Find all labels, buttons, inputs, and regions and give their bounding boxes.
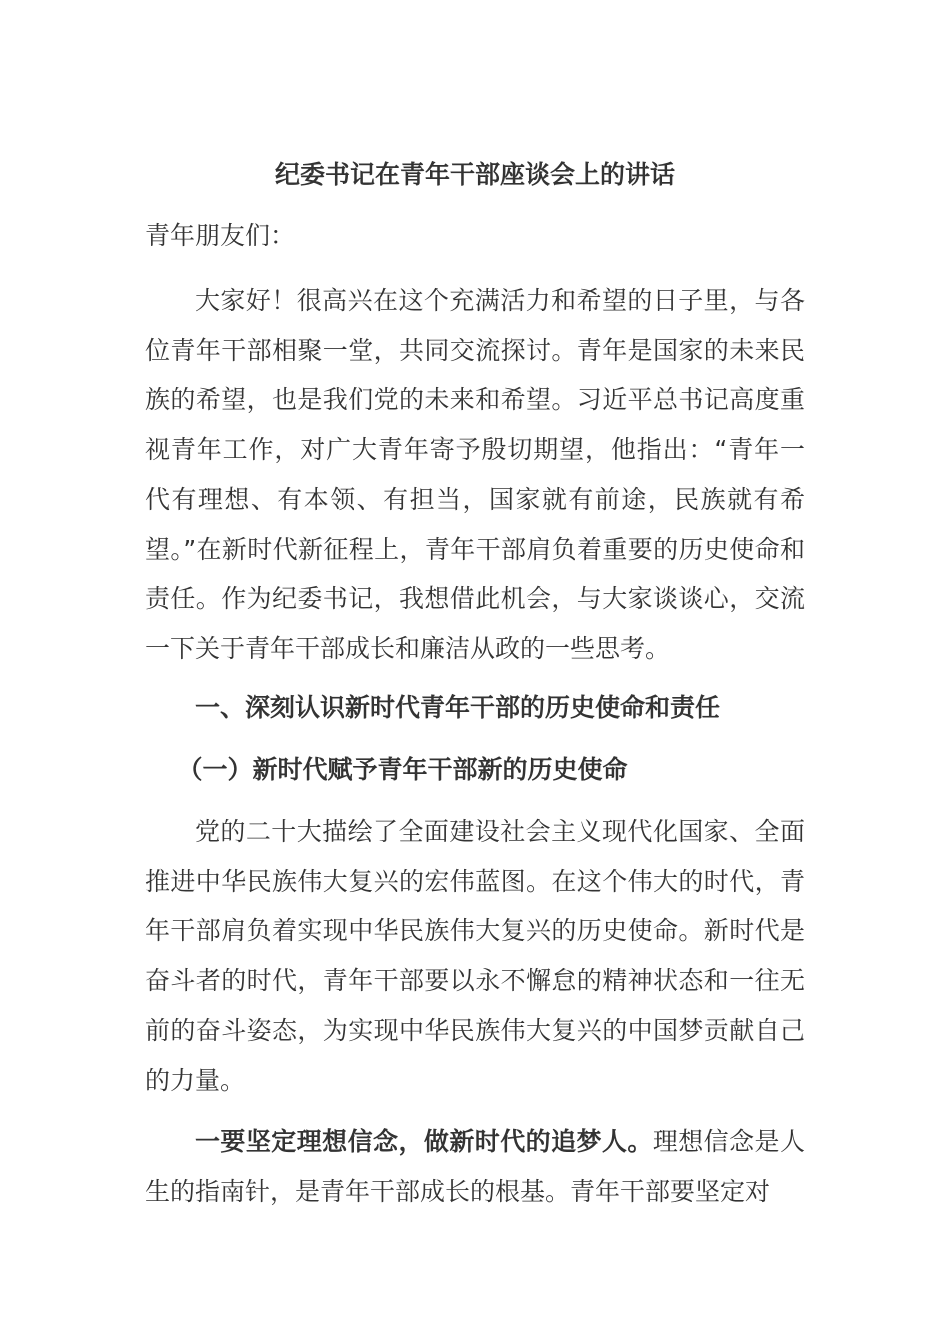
salutation: 青年朋友们：: [145, 221, 296, 250]
paragraph-mission: 党的二十大描绘了全面建设社会主义现代化国家、全面推进中华民族伟大复兴的宏伟蓝图。在这个伟大的时代，青年干部肩负着实现中华民族伟大复兴的历史使命。新时代是奋斗者的时代，青年干部要以永不懈怠的精神状态和一往无前的奋斗姿态，为实现中华民族伟大复兴的中国梦贡献自己的力量。: [145, 817, 805, 1095]
paragraph-ideals: [145, 1117, 805, 1216]
section-heading-1: 一、深刻认识新时代青年干部的历史使命和责任: [195, 693, 721, 722]
document-title: 纪委书记在青年干部座谈会上的讲话: [274, 160, 675, 189]
subsection-heading-1-1: （一）新时代赋予青年干部新的历史使命: [177, 755, 628, 784]
paragraph-lead-sentence: 一要坚定理想信念，做新时代的追梦人。: [195, 1127, 653, 1156]
paragraph-body-text: 理想信念是人生的指南针，是青年干部成长的根基。青年干部要坚定对: [145, 1127, 805, 1206]
paragraph-opening: 大家好！很高兴在这个充满活力和希望的日子里，与各位青年干部相聚一堂，共同交流探讨。青年是国家的未来民族的希望，也是我们党的未来和希望。习近平总书记高度重视青年工作，对广大青年寄予殷切期望，他指出：“青年一代有理想、有本领、有担当，国家就有前途，民族就有希望。”在新时代新征程上，青年干部肩负着重要的历史使命和责任。作为纪委书记，我想借此机会，与大家谈谈心，交流一下关于青年干部成长和廉洁从政的一些思考。: [145, 286, 805, 663]
